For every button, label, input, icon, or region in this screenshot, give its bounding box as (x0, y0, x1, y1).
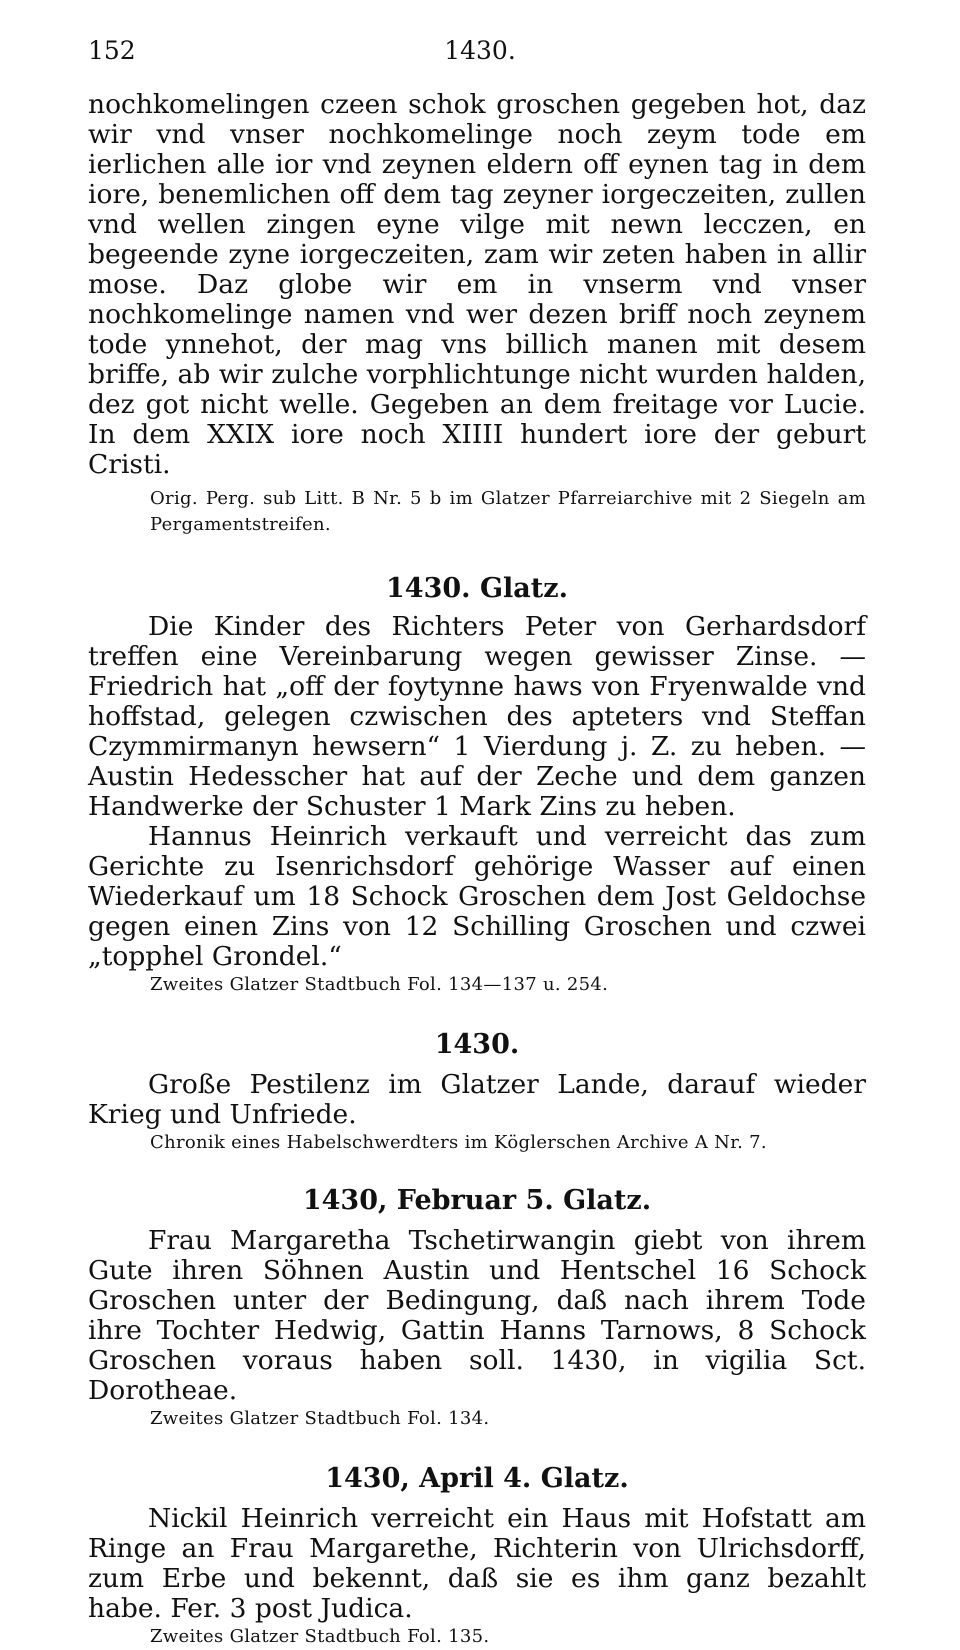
source-note: Zweites Glatzer Stadtbuch Fol. 134—137 u. 254. (150, 974, 609, 995)
running-head: 1430. (444, 36, 516, 65)
entry-heading: 1430, Februar 5. Glatz. (302, 1185, 652, 1216)
entry-heading: 1430, April 4. Glatz. (325, 1463, 629, 1494)
source-note: Orig. Perg. sub Litt. B Nr. 5 b im Glatzer Pfarreiarchive mit 2 Siegeln am Pergamentstreifen. (150, 488, 866, 535)
source-note: Chronik eines Habelschwerdters im Köglerschen Archive A Nr. 7. (150, 1132, 767, 1153)
entry-paragraph: Die Kinder des Richters Peter von Gerhardsdorf treffen eine Vereinbarung wegen gewisser Zinse. — Friedrich hat „off der foytynne haws von Fryenwalde vnd hoffstad, gelegen czwischen des apteters vnd Steffan Czymmirmanyn hewsern“ 1 Vierdung j. Z. zu heben. — Austin Hedesscher hat auf der Zeche und dem ganzen Handwerke der Schuster 1 Mark Zins zu heben. (88, 611, 866, 822)
entry-heading: 1430. Glatz. (386, 573, 568, 604)
page-number: 152 (88, 36, 136, 65)
entry-heading: 1430. (434, 1029, 520, 1060)
page-header (88, 36, 872, 70)
entry-paragraph: Nickil Heinrich verreicht ein Haus mit Hofstatt am Ringe an Frau Margarethe, Richterin von Ulrichsdorff, zum Erbe und bekennt, daß sie es ihm ganz bezahlt habe. Fer. 3 post Judica. (88, 1503, 866, 1624)
source-note: Zweites Glatzer Stadtbuch Fol. 135. (150, 1626, 490, 1647)
entry-paragraph: Frau Margaretha Tschetirwangin giebt von ihrem Gute ihren Söhnen Austin und Hentschel 16 Schock Groschen unter der Bedingung, daß nach ihrem Tode ihre Tochter Hedwig, Gattin Hanns Tarnows, 8 Schock Groschen voraus haben soll. 1430, in vigilia Sct. Dorotheae. (88, 1225, 866, 1406)
page-body (88, 90, 866, 1650)
source-note: Zweites Glatzer Stadtbuch Fol. 134. (150, 1408, 490, 1429)
entry-paragraph: Hannus Heinrich verkauft und verreicht das zum Gerichte zu Isenrichsdorf gehörige Wasser auf einen Wiederkauf um 18 Schock Groschen dem Jost Geldochse gegen einen Zins von 12 Schilling Groschen und czwei „topphel Grondel.“ (88, 821, 866, 972)
continuation-paragraph: nochkomelingen czeen schok groschen gegeben hot, daz wir vnd vnser nochkomelinge noch zeym tode em ierlichen alle ior vnd zeynen eldern off eynen tag in dem iore, benemlichen off dem tag zeyner iorgeczeiten, zullen vnd wellen zingen eyne vilge mit newn lecczen, en begeende zyne iorgeczeiten, zam wir zeten haben in allir mose. Daz globe wir em in vnserm vnd vnser nochkomelinge namen vnd wer dezen briff noch zeynem tode ynnehot, der mag vns billich manen mit desem briffe, ab wir zulche vorphlichtunge nicht wurden halden, dez got nicht welle. Gegeben an dem freitage vor Lucie. In dem XXIX iore noch XIIII hundert iore der geburt Cristi. (88, 89, 866, 480)
entry-paragraph: Große Pestilenz im Glatzer Lande, darauf wieder Krieg und Unfriede. (88, 1069, 866, 1130)
